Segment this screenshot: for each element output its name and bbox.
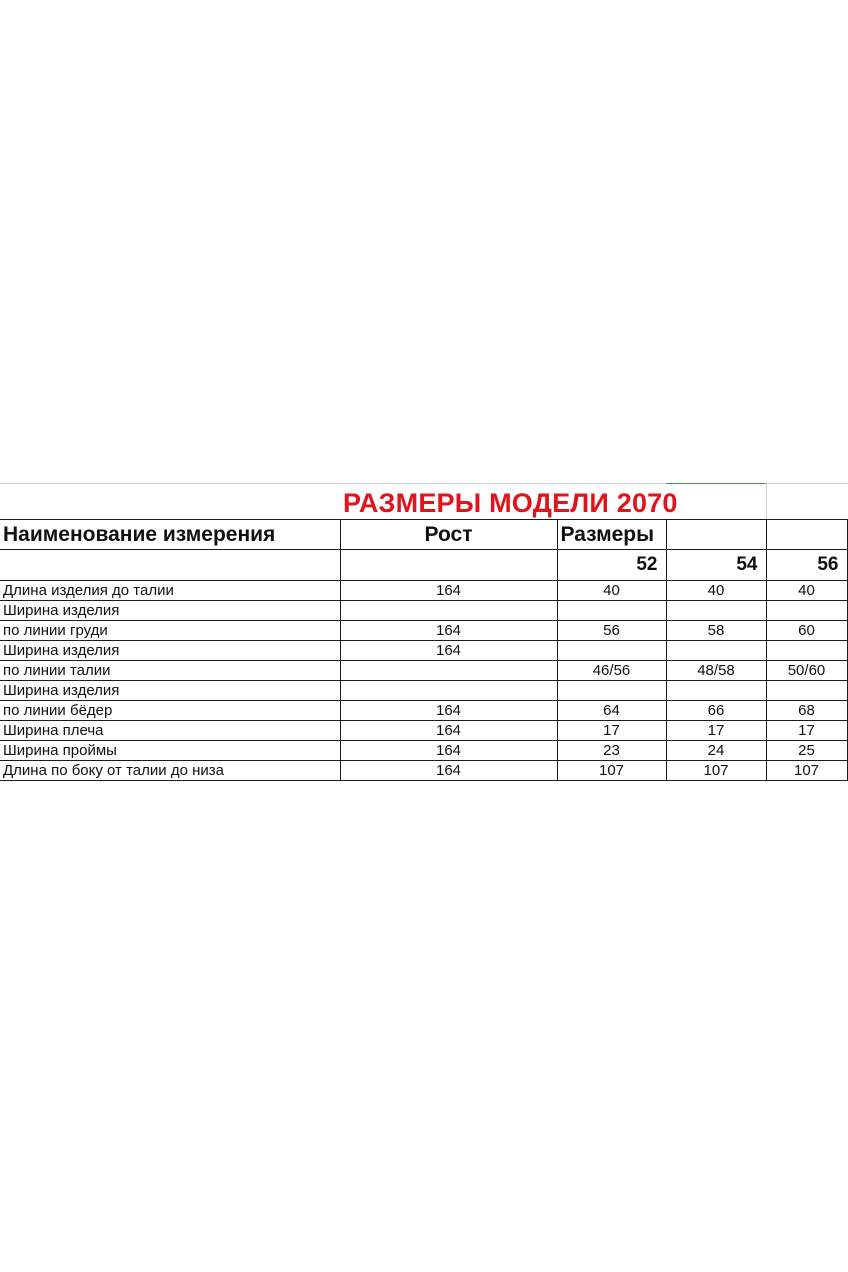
measurement-size-52: 23 (557, 741, 666, 761)
measurement-row (0, 601, 847, 621)
measurement-size-54: 40 (666, 581, 766, 601)
size-row-empty-cell (0, 550, 340, 581)
measurement-height: 164 (340, 721, 557, 741)
measurement-height: 164 (340, 741, 557, 761)
measurement-row (0, 681, 847, 701)
measurement-size-56: 17 (766, 721, 847, 741)
measurement-size-56 (766, 681, 847, 701)
measurement-row (0, 701, 847, 721)
header-row (0, 520, 847, 550)
measurement-size-56 (766, 601, 847, 621)
header-height: Рост (340, 520, 557, 550)
measurement-size-54: 66 (666, 701, 766, 721)
measurement-name: по линии талии (0, 661, 340, 681)
size-table (0, 519, 848, 781)
measurement-size-54: 58 (666, 621, 766, 641)
measurement-name: Ширина проймы (0, 741, 340, 761)
measurement-name: Ширина изделия (0, 601, 340, 621)
measurement-size-52: 46/56 (557, 661, 666, 681)
measurement-height: 164 (340, 701, 557, 721)
measurement-size-56: 40 (766, 581, 847, 601)
measurement-size-56: 50/60 (766, 661, 847, 681)
measurement-row (0, 581, 847, 601)
measurement-size-56: 68 (766, 701, 847, 721)
measurement-size-52 (557, 601, 666, 621)
selected-cell-border (666, 483, 766, 484)
size-row-empty-cell (340, 550, 557, 581)
measurement-size-56 (766, 641, 847, 661)
measurement-name: Ширина плеча (0, 721, 340, 741)
size-label-row (0, 550, 847, 581)
measurement-size-54 (666, 641, 766, 661)
measurement-size-54 (666, 681, 766, 701)
header-name: Наименование измерения (0, 520, 340, 550)
measurement-row (0, 721, 847, 741)
measurement-row (0, 621, 847, 641)
title-cell-divider (766, 483, 767, 519)
measurement-size-52: 56 (557, 621, 666, 641)
header-empty-cell (666, 520, 766, 550)
measurement-height (340, 681, 557, 701)
measurement-row (0, 741, 847, 761)
measurement-row (0, 661, 847, 681)
header-sizes: Размеры (557, 520, 666, 550)
measurement-size-54: 24 (666, 741, 766, 761)
header-empty-cell (766, 520, 847, 550)
measurement-size-54: 107 (666, 761, 766, 781)
measurement-size-52: 64 (557, 701, 666, 721)
measurement-row (0, 641, 847, 661)
measurement-size-56: 60 (766, 621, 847, 641)
size-chart-sheet (0, 483, 848, 788)
measurement-name: по линии бёдер (0, 701, 340, 721)
measurement-height: 164 (340, 621, 557, 641)
size-label-56: 56 (766, 550, 847, 581)
measurement-size-54 (666, 601, 766, 621)
measurement-size-52: 40 (557, 581, 666, 601)
measurement-height: 164 (340, 641, 557, 661)
measurement-size-54: 17 (666, 721, 766, 741)
measurement-name: по линии груди (0, 621, 340, 641)
chart-title: РАЗМЕРЫ МОДЕЛИ 2070 (343, 488, 678, 518)
measurement-name: Ширина изделия (0, 681, 340, 701)
measurement-name: Длина изделия до талии (0, 581, 340, 601)
measurement-size-56: 25 (766, 741, 847, 761)
size-label-54: 54 (666, 550, 766, 581)
measurement-size-52: 107 (557, 761, 666, 781)
measurement-size-52: 17 (557, 721, 666, 741)
measurement-name: Ширина изделия (0, 641, 340, 661)
measurement-size-54: 48/58 (666, 661, 766, 681)
measurement-height: 164 (340, 581, 557, 601)
measurement-height (340, 661, 557, 681)
measurement-name: Длина по боку от талии до низа (0, 761, 340, 781)
measurement-height (340, 601, 557, 621)
measurement-size-56: 107 (766, 761, 847, 781)
measurement-height: 164 (340, 761, 557, 781)
measurement-row (0, 761, 847, 781)
measurement-size-52 (557, 641, 666, 661)
measurement-size-52 (557, 681, 666, 701)
size-label-52: 52 (557, 550, 666, 581)
